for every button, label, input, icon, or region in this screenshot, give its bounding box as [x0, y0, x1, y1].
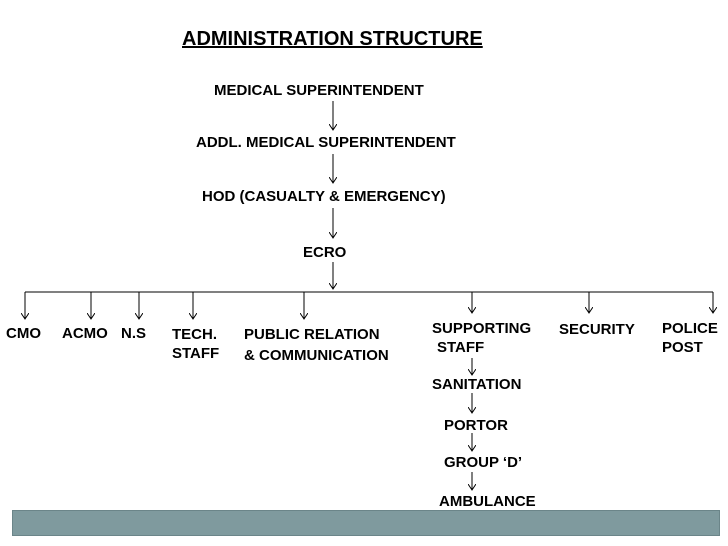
node-ambulance: AMBULANCE: [439, 493, 536, 510]
node-acmo: ACMO: [62, 325, 108, 342]
node-sanitation: SANITATION: [432, 376, 522, 393]
node-police-post-line2: POST: [662, 339, 703, 356]
node-security: SECURITY: [559, 321, 635, 338]
node-medical-superintendent: MEDICAL SUPERINTENDENT: [214, 82, 424, 99]
node-portor: PORTOR: [444, 417, 508, 434]
node-cmo: CMO: [6, 325, 41, 342]
node-addl-medical-superintendent: ADDL. MEDICAL SUPERINTENDENT: [196, 134, 456, 151]
node-public-relation-line1: PUBLIC RELATION: [244, 326, 380, 343]
node-tech-staff-line1: TECH.: [172, 326, 217, 343]
node-supporting-staff-line1: SUPPORTING: [432, 320, 532, 337]
diagram-title: ADMINISTRATION STRUCTURE: [182, 28, 483, 50]
node-group-d: GROUP ‘D’: [444, 454, 523, 471]
node-ecro: ECRO: [303, 244, 347, 261]
node-tech-staff-line2: STAFF: [172, 345, 220, 362]
node-hod: HOD (CASUALTY & EMERGENCY): [202, 188, 446, 205]
node-ns: N.S: [121, 325, 147, 342]
node-public-relation-line2: & COMMUNICATION: [244, 347, 389, 364]
footer-bar: [12, 510, 720, 536]
node-police-post-line1: POLICE: [662, 320, 718, 337]
node-supporting-staff-line2: STAFF: [437, 339, 485, 356]
